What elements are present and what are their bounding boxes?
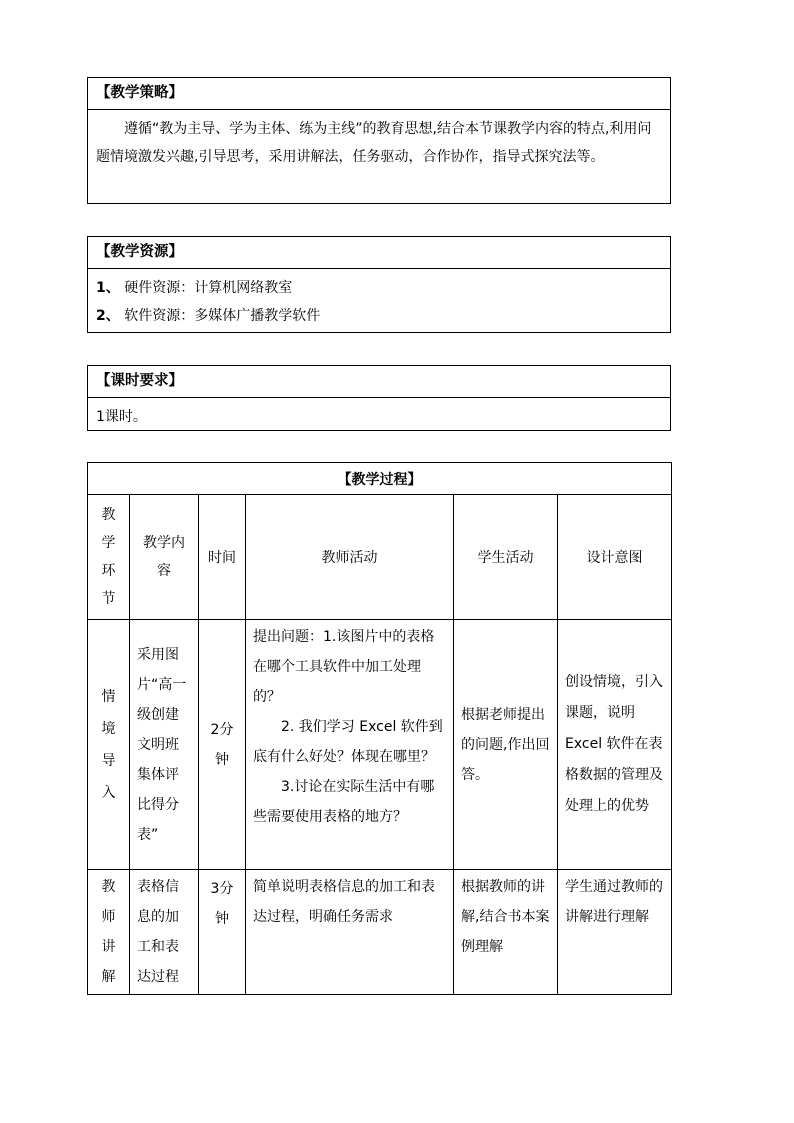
header-student: 学生活动 [454, 495, 558, 620]
process-header-row [88, 495, 672, 620]
strategy-text: 遵循“教为主导、学为主体、练为主线”的教育思想,结合本节课教学内容的特点,利用问题情境激发兴趣,引导思考，采用讲解法，任务驱动，合作协作，指导式探究法等。 [96, 121, 652, 165]
header-content: 教学内容 [130, 495, 199, 620]
resource-item [96, 302, 662, 330]
resource-item-text: 硬件资源：计算机网络教室 [124, 280, 293, 296]
header-time: 时间 [199, 495, 246, 620]
row-stage: 教师讲解 [88, 870, 130, 995]
row-content: 采用图片“高一级创建文明班集体评比得分表” [130, 620, 199, 870]
resource-item-text: 软件资源：多媒体广播教学软件 [124, 308, 321, 324]
teacher-line: 3.讨论在实际生活中有哪些需要使用表格的地方？ [253, 779, 435, 825]
strategy-section [87, 77, 671, 204]
row-stage: 情境导入 [88, 620, 130, 870]
header-teacher: 教师活动 [246, 495, 454, 620]
row-student: 根据老师提出的问题,作出回答。 [454, 620, 558, 870]
table-row [88, 620, 672, 870]
strategy-title: 【教学策略】 [88, 78, 670, 110]
row-time: 2分钟 [199, 620, 246, 870]
row-teacher [246, 870, 454, 995]
header-intent: 设计意图 [558, 495, 672, 620]
row-student: 根据教师的讲解,结合书本案例理解 [454, 870, 558, 995]
row-intent: 创设情境，引入课题，说明 Excel 软件在表格数据的管理及处理上的优势 [558, 620, 672, 870]
teacher-line: 简单说明表格信息的加工和表达过程，明确任务需求 [253, 879, 435, 925]
resources-section [87, 236, 671, 333]
process-title-row [88, 463, 672, 495]
resource-item-num: 2、 [96, 308, 120, 324]
row-content: 表格信息的加工和表达过程 [130, 870, 199, 995]
hours-section [87, 365, 671, 431]
process-title: 【教学过程】 [88, 463, 672, 495]
table-row [88, 870, 672, 995]
resources-list [88, 269, 670, 335]
teacher-line: 提出问题：1.该图片中的表格在哪个工具软件中加工处理的？ [253, 629, 435, 705]
row-teacher [246, 620, 454, 870]
resource-item-num: 1、 [96, 280, 120, 296]
row-intent: 学生通过教师的讲解进行理解 [558, 870, 672, 995]
resources-title: 【教学资源】 [88, 237, 670, 269]
row-time: 3分钟 [199, 870, 246, 995]
header-stage: 教学环节 [88, 495, 130, 620]
resource-item [96, 274, 662, 302]
teacher-line: 2. 我们学习 Excel 软件到底有什么好处？体现在哪里？ [253, 719, 443, 765]
hours-title: 【课时要求】 [88, 366, 670, 398]
hours-text: 1课时。 [96, 409, 147, 425]
process-table [87, 462, 672, 995]
